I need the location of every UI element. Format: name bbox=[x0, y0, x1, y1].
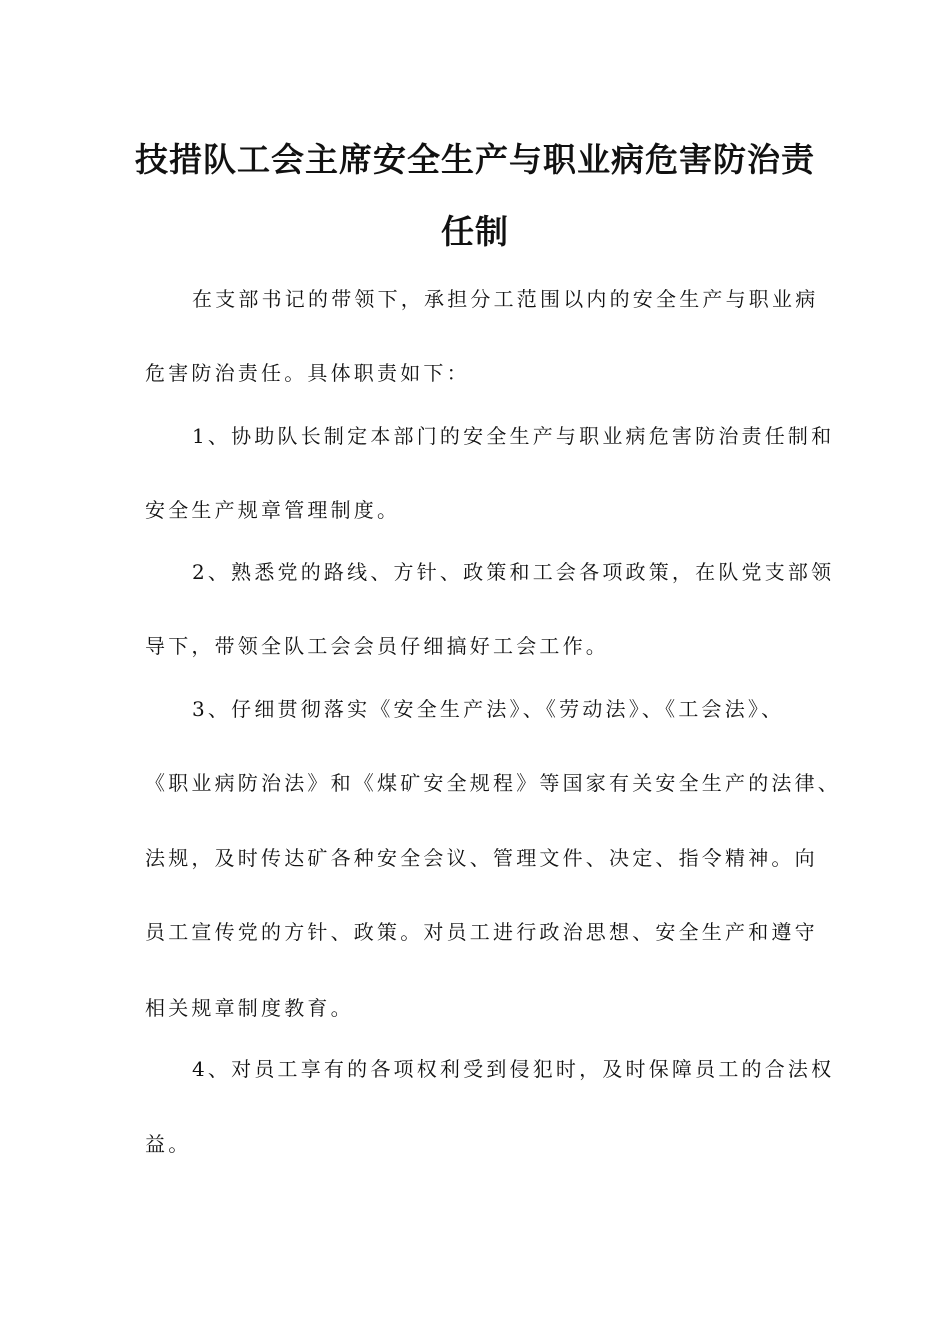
paragraph-line: 2、熟悉党的路线、方针、政策和工会各项政策，在队党支部领 bbox=[192, 560, 835, 584]
paragraph-line: 安全生产规章管理制度。 bbox=[145, 498, 401, 522]
paragraph-line: 在支部书记的带领下，承担分工范围以内的安全生产与职业病 bbox=[192, 287, 819, 311]
paragraph-line: 益。 bbox=[145, 1132, 192, 1156]
document-title-line-2: 任制 bbox=[441, 212, 509, 251]
paragraph-line: 员工宣传党的方针、政策。对员工进行政治思想、安全生产和遵守 bbox=[145, 920, 818, 944]
paragraph-line: 1、协助队长制定本部门的安全生产与职业病危害防治责任制和 bbox=[192, 424, 835, 448]
paragraph-line: 危害防治责任。具体职责如下： bbox=[145, 361, 470, 385]
document-title-line-1: 技措队工会主席安全生产与职业病危害防治责 bbox=[135, 140, 815, 179]
paragraph-line: 4、对员工享有的各项权利受到侵犯时，及时保障员工的合法权 bbox=[192, 1057, 835, 1081]
paragraph-line: 法规，及时传达矿各种安全会议、管理文件、决定、指令精神。向 bbox=[145, 846, 818, 870]
paragraph-line: 《职业病防治法》和《煤矿安全规程》等国家有关安全生产的法律、 bbox=[145, 771, 841, 795]
paragraph-line: 导下，带领全队工会会员仔细搞好工会工作。 bbox=[145, 634, 609, 658]
paragraph-line: 3、仔细贯彻落实《安全生产法》、《劳动法》、《工会法》、 bbox=[192, 697, 785, 721]
paragraph-line: 相关规章制度教育。 bbox=[145, 996, 354, 1020]
